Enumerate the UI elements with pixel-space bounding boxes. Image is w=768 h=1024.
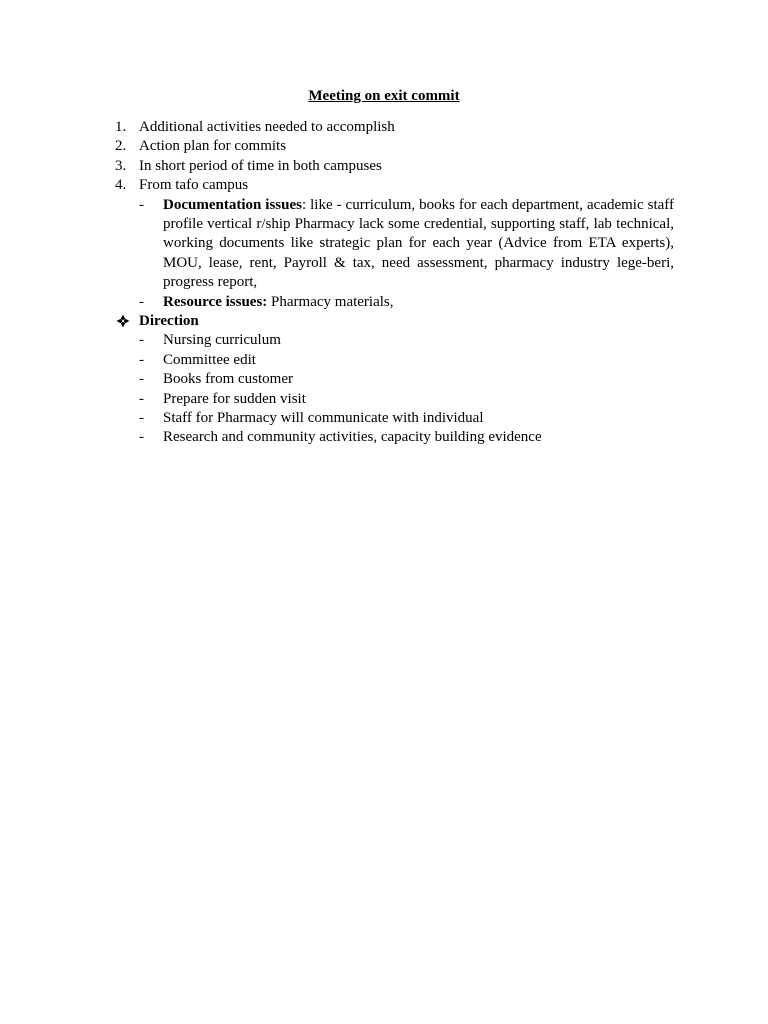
item-text: Additional activities needed to accomplish xyxy=(139,119,395,135)
direction-item-text: Nursing curriculum xyxy=(163,332,281,349)
direction-label: Direction xyxy=(139,312,199,329)
documentation-issues-label: Documentation issues xyxy=(163,196,302,213)
item-text: From tafo campus xyxy=(139,177,249,194)
item-number: 1. xyxy=(115,119,127,135)
numbered-item xyxy=(0,137,768,156)
dash-bullet: - xyxy=(139,429,144,446)
dash-bullet: - xyxy=(139,390,144,407)
direction-item xyxy=(0,409,768,428)
documentation-issues-text xyxy=(163,196,674,293)
dash-bullet: - xyxy=(139,371,144,388)
resource-issues-item xyxy=(0,293,768,312)
numbered-item xyxy=(0,176,768,195)
resource-issues-text xyxy=(163,293,394,312)
direction-item xyxy=(0,428,768,447)
resource-issues-label: Resource issues: xyxy=(163,293,268,310)
document-title: Meeting on exit commit xyxy=(308,88,460,104)
direction-item xyxy=(0,390,768,409)
direction-item xyxy=(0,351,768,370)
numbered-item xyxy=(0,118,768,137)
direction-item xyxy=(0,331,768,350)
direction-item-text: Books from customer xyxy=(163,371,293,388)
direction-item-text: Research and community activities, capacity building evidence xyxy=(163,429,542,446)
documentation-issues-item xyxy=(0,196,768,293)
item-number: 3. xyxy=(115,157,127,174)
item-number: 2. xyxy=(115,138,127,155)
item-text: Action plan for commits xyxy=(139,138,287,155)
diamond-bullet-icon xyxy=(116,314,130,328)
documentation-issues-body: : like - curriculum, books for each department, academic staff profile vertical r/ship Pharmacy lack some credential, supporting staff, lab technical, working documents like strategic plan for each year (Advice from ETA experts), MOU, lease, rent, Payroll & tax, need assessment, pharmacy industry lege-beri, progress report, xyxy=(163,196,674,291)
document-body xyxy=(0,118,768,448)
direction-item-text: Prepare for sudden visit xyxy=(163,390,306,407)
dash-bullet: - xyxy=(139,293,144,310)
dash-bullet: - xyxy=(139,351,144,368)
direction-heading xyxy=(0,312,768,331)
numbered-item xyxy=(0,157,768,176)
item-number: 4. xyxy=(115,177,127,194)
direction-item-text: Staff for Pharmacy will communicate with individual xyxy=(163,409,484,426)
direction-item-text: Committee edit xyxy=(163,351,256,368)
direction-item xyxy=(0,370,768,389)
dash-bullet: - xyxy=(139,196,144,213)
resource-issues-body: Pharmacy materials, xyxy=(267,293,394,310)
dash-bullet: - xyxy=(139,332,144,349)
item-text: In short period of time in both campuses xyxy=(139,157,382,174)
dash-bullet: - xyxy=(139,409,144,426)
